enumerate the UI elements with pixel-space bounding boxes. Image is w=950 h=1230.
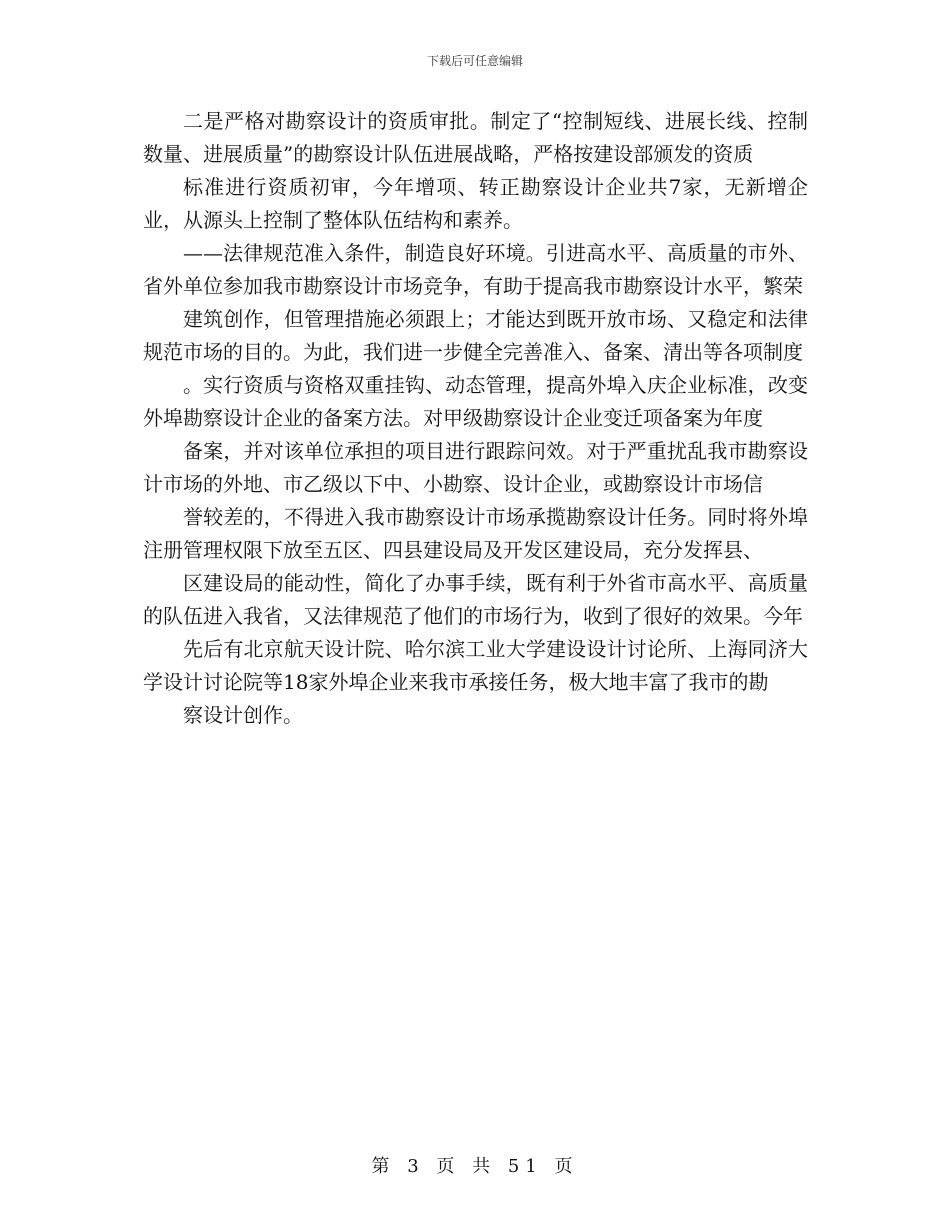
paragraph-10: 察设计创作。	[183, 703, 303, 727]
paragraph-8: 区建设局的能动性，简化了办事手续，既有利于外省市高水平、高质量的队伍进入我省，又法律规范了他们的市场行为，收到了很好的效果。今年	[143, 571, 808, 628]
paragraph-9: 先后有北京航天设计院、哈尔滨工业大学建设设计讨论所、上海同济大学设计讨论院等18家外埠企业来我市承接任务，极大地丰富了我市的勘	[143, 637, 808, 694]
paragraph-2: 标准进行资质初审，今年增项、转正勘察设计企业共7家，无新增企业，从源头上控制了整体队伍结构和素养。	[143, 175, 808, 232]
paragraph-4: 建筑创作，但管理措施必须跟上；才能达到既开放市场、又稳定和法律规范市场的目的。为此，我们进一步健全完善准入、备案、清出等各项制度	[143, 307, 808, 364]
paragraph-6: 备案，并对该单位承担的项目进行跟踪问效。对于严重扰乱我市勘察设计市场的外地、市乙级以下中、小勘察、设计企业，或勘察设计市场信	[143, 439, 808, 496]
paragraph-3: ——法律规范准入条件，制造良好环境。引进高水平、高质量的市外、省外单位参加我市勘察设计市场竞争，有助于提高我市勘察设计水平，繁荣	[143, 241, 808, 298]
paragraph-1: 二是严格对勘察设计的资质审批。制定了“控制短线、进展长线、控制数量、进展质量”的勘察设计队伍进展战略，严格按建设部颁发的资质	[143, 109, 808, 166]
page-header: 下载后可任意编辑	[426, 54, 523, 68]
document-body	[143, 105, 808, 732]
paragraph-5: 。实行资质与资格双重挂钩、动态管理，提高外埠入庆企业标准，改变外埠勘察设计企业的备案方法。对甲级勘察设计企业变迁项备案为年度	[143, 373, 808, 430]
page-number: 第 3 页 共 51 页	[371, 1156, 579, 1177]
paragraph-7: 誉较差的，不得进入我市勘察设计市场承揽勘察设计任务。同时将外埠注册管理权限下放至五区、四县建设局及开发区建设局，充分发挥县、	[143, 505, 808, 562]
